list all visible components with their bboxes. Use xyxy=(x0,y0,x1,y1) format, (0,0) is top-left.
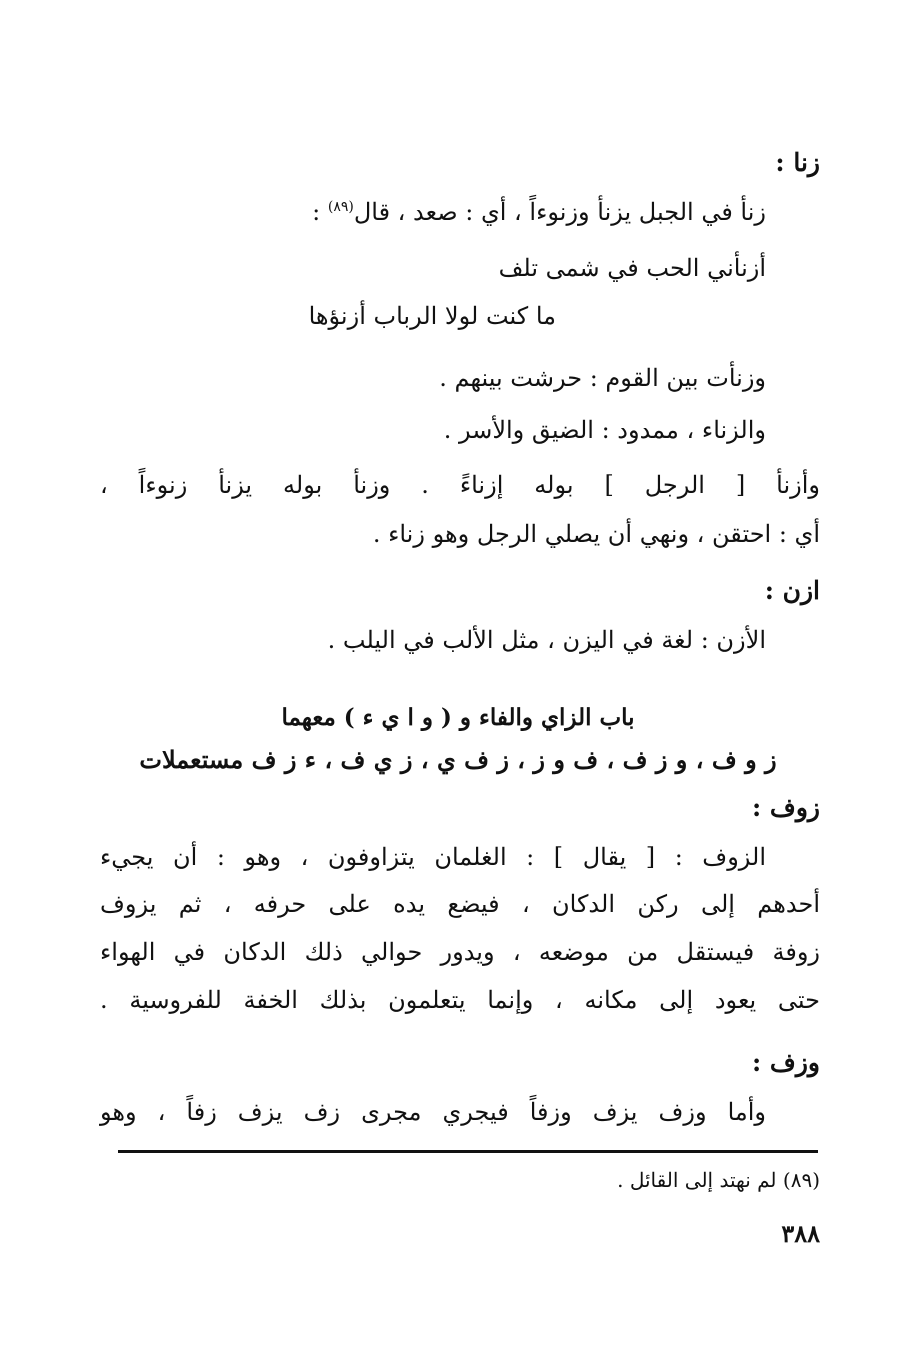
footnote-89: (٨٩) لم نهتد إلى القائل . xyxy=(617,1168,820,1192)
wazf-line-1: وأما وزف يزف وزفاً فيجري مجرى زف يزف زفاً ، وهو xyxy=(100,1098,766,1126)
footnote-ref-89: (٨٩) xyxy=(327,199,354,215)
zana-line-1-text: زنأ في الجبل يزنأ وزنوءاً ، أي : صعد ، قال xyxy=(353,198,766,226)
zana-line-1 xyxy=(312,200,766,224)
verse-line-2: ما كنت لولا الرباب أزنؤها xyxy=(308,302,556,330)
verse-line-1: أزنأني الحب في شمى تلف xyxy=(498,254,766,282)
zana-line-4: وأزنأ [ الرجل ] بوله إزناءً . وزنأ بوله يزنأ زنوءاً ، xyxy=(100,471,820,499)
section-roots: ز و ف ، و ز ف ، ف و ز ، ز ف ي ، ز ي ف ، ء ز ف مستعملات xyxy=(139,745,777,774)
zawf-line-4: حتى يعود إلى مكانه ، وإنما يتعلمون بذلك الخفة للفروسية . xyxy=(100,986,820,1014)
zana-line-5: أي : احتقن ، ونهي أن يصلي الرجل وهو زناء . xyxy=(372,520,820,548)
page-number: ٣٨٨ xyxy=(781,1219,820,1248)
zawf-line-1: الزوف : [ يقال ] : الغلمان يتزاوفون ، وهو : أن يجيء xyxy=(100,843,766,871)
entry-heading-azan: ازن : xyxy=(764,576,820,605)
zana-line-3: والزناء ، ممدود : الضيق والأسر . xyxy=(443,416,766,444)
footnote-divider xyxy=(118,1150,818,1153)
zana-line-2: وزنأت بين القوم : حرشت بينهم . xyxy=(439,364,766,392)
zawf-line-2: أحدهم إلى ركن الدكان ، فيضع يده على حرفه ، ثم يزوف xyxy=(100,890,820,918)
entry-heading-zawf: زوف : xyxy=(752,793,820,822)
azan-line-1: الأزن : لغة في اليزن ، مثل الألب في اليلب . xyxy=(327,626,766,654)
section-title: باب الزاي والفاء و ( و ا ي ء ) معهما xyxy=(281,704,635,731)
zana-line-1-end: : xyxy=(312,198,328,226)
entry-heading-zana: زنا : xyxy=(775,148,820,177)
entry-heading-wazf: وزف : xyxy=(752,1048,820,1077)
zawf-line-3: زوفة فيستقل من موضعه ، ويدور حوالي ذلك الدكان في الهواء xyxy=(100,938,820,966)
